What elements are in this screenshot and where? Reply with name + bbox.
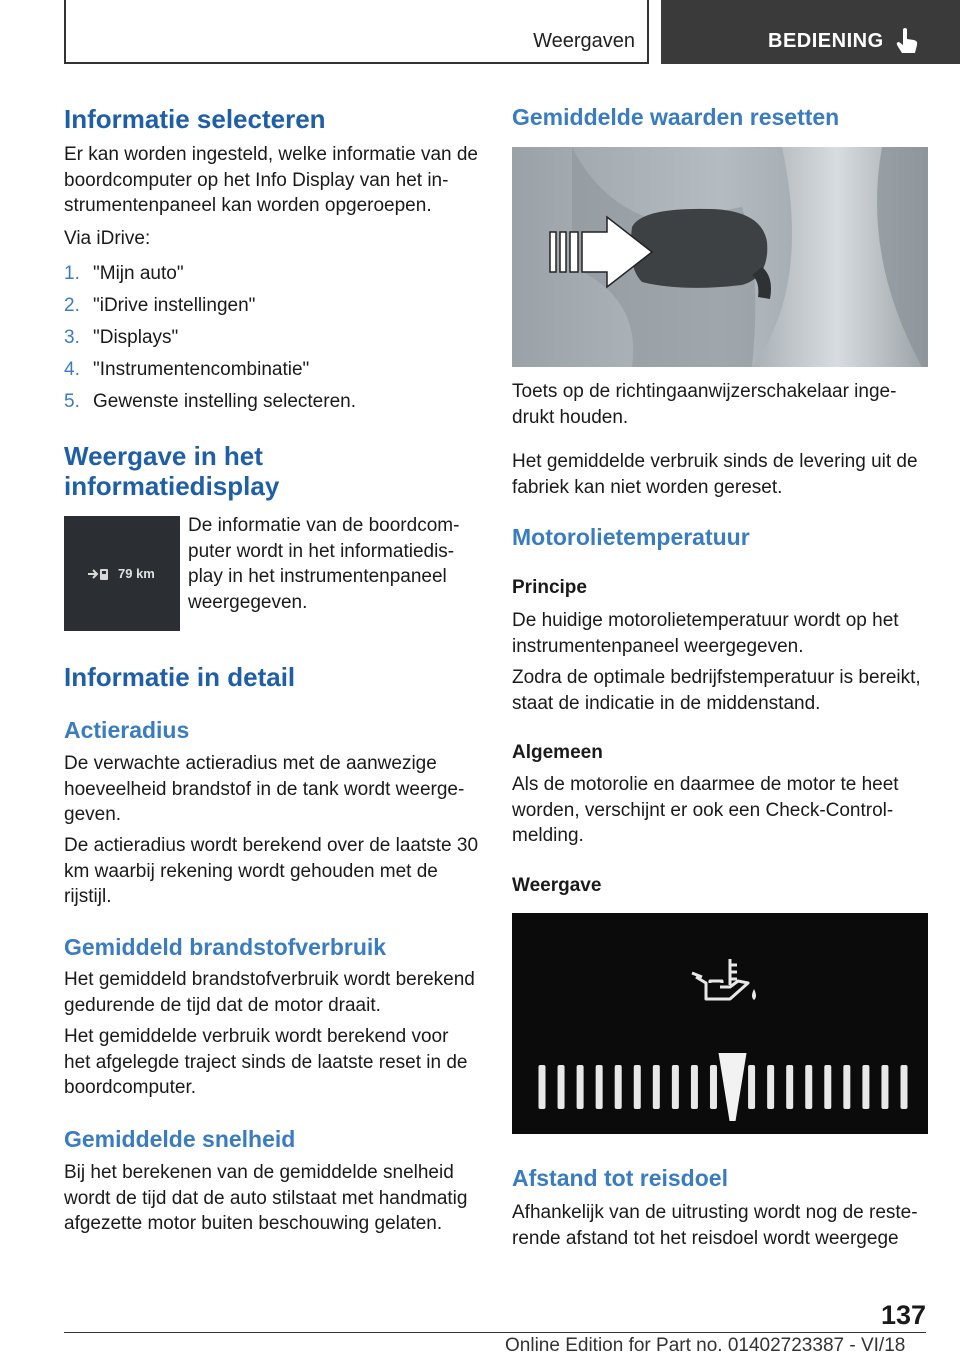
heading-display-line2: informatiedisplay	[64, 471, 280, 501]
range-value: 79 km	[118, 566, 155, 581]
list-item: 2. "iDrive instellingen"	[64, 295, 256, 316]
via-idrive-label: Via iDrive:	[64, 228, 151, 249]
section-title: Weergaven	[533, 30, 635, 52]
chapter-title: BEDIENING	[768, 30, 884, 52]
para-consumption-2: Het gemiddelde verbruik wordt berekend voor het afgelegde traject sinds de laatste reset in de boordcomputer.	[64, 1026, 468, 1098]
list-item: 4. "Instrumentencombinatie"	[64, 359, 310, 380]
para-range-2: De actieradius wordt berekend over de laatste 30 km waarbij rekening wordt gehouden met de rijstijl.	[64, 835, 479, 907]
page-number: 137	[880, 1300, 926, 1330]
oil-temperature-icon	[690, 955, 762, 1013]
heading-general: Algemeen	[512, 742, 603, 763]
heading-range: Actieradius	[64, 717, 190, 743]
heading-consumption: Gemiddeld brandstofverbruik	[64, 934, 387, 960]
gauge-tick	[862, 1065, 869, 1109]
indicator-stalk-image	[512, 147, 928, 367]
para-range-1: De verwachte actieradius met de aanwezige hoeveelheid brandstof in de tank wordt weergegeven.	[64, 753, 465, 825]
steps-list	[64, 258, 479, 418]
gauge-tick	[786, 1065, 793, 1109]
list-item: 5. Gewenste instelling selecteren.	[64, 391, 356, 412]
gauge-tick	[634, 1065, 641, 1109]
oil-temp-gauge-image	[512, 913, 928, 1134]
para-display: De informatie van de boordcomputer wordt in het informatiedisplay in het instrumentenpaneel weergegeven.	[188, 515, 460, 613]
gauge-tick	[691, 1065, 698, 1109]
para-distance: Afhankelijk van de uitrusting wordt nog de resterende afstand tot het reisdoel wordt weergege	[512, 1202, 918, 1249]
heading-reset: Gemiddelde waarden resetten	[512, 104, 840, 130]
gauge-tick	[577, 1065, 584, 1109]
gauge-tick	[710, 1065, 717, 1109]
list-item: 3. "Displays"	[64, 327, 179, 348]
heading-oil-temp: Motorolietemperatuur	[512, 524, 750, 550]
gauge-tick	[824, 1065, 831, 1109]
heading-display-line1: Weergave in het	[64, 441, 263, 471]
gauge-tick	[596, 1065, 603, 1109]
gauge-tick	[901, 1065, 908, 1109]
gauge-tick	[767, 1065, 774, 1109]
heading-speed: Gemiddelde snelheid	[64, 1126, 296, 1152]
list-item: 1. "Mijn auto"	[64, 263, 184, 284]
para-principle-1: De huidige motorolietemperatuur wordt op het instrumentenpaneel weergegeven.	[512, 610, 899, 657]
gauge-tick	[539, 1065, 546, 1109]
heading-view: Weergave	[512, 875, 602, 896]
para-general: Als de motorolie en daarmee de motor te heet worden, verschijnt er ook een Check-Control-melding.	[512, 774, 899, 846]
para-reset-1: Toets op de richtingaanwijzerschakelaar ingedrukt houden.	[512, 381, 897, 428]
gauge-tick	[748, 1065, 755, 1109]
gauge-tick	[805, 1065, 812, 1109]
heading-distance: Afstand tot reisdoel	[512, 1165, 728, 1191]
gauge-tick	[843, 1065, 850, 1109]
para-consumption-1: Het gemiddeld brandstofverbruik wordt berekend gedurende de tijd dat de motor draait.	[64, 969, 475, 1016]
heading-info-select: Informatie selecteren	[64, 104, 326, 134]
edition-note: Online Edition for Part no. 01402723387 - VI/18	[505, 1335, 906, 1356]
gauge-tick	[558, 1065, 565, 1109]
heading-principle: Principe	[512, 577, 587, 598]
para-info-select: Er kan worden ingesteld, welke informatie van de boordcomputer op het Info Display van het instrumentenpaneel kan worden opgeroepen.	[64, 144, 479, 216]
gauge-tick	[672, 1065, 679, 1109]
pointing-hand-icon	[892, 26, 922, 56]
gauge-pointer	[719, 1053, 747, 1121]
para-speed: Bij het berekenen van de gemiddelde snelheid wordt de tijd dat de auto stilstaat met handmatig afgezette motor buiten beschouwing gelaten.	[64, 1162, 468, 1234]
range-arrow-pump-icon	[87, 566, 113, 582]
gauge-tick	[615, 1065, 622, 1109]
para-reset-2: Het gemiddelde verbruik sinds de levering uit de fabriek kan niet worden gereset.	[512, 451, 918, 498]
gauge-tick	[881, 1065, 888, 1109]
range-display-image	[64, 516, 180, 631]
footer-divider	[64, 1332, 926, 1333]
gauge-tick	[653, 1065, 660, 1109]
para-principle-2: Zodra de optimale bedrijfstemperatuur is bereikt, staat de indicatie in de middenstand.	[512, 667, 921, 714]
heading-detail: Informatie in detail	[64, 662, 296, 692]
oil-temp-gauge-scale	[538, 1053, 908, 1123]
